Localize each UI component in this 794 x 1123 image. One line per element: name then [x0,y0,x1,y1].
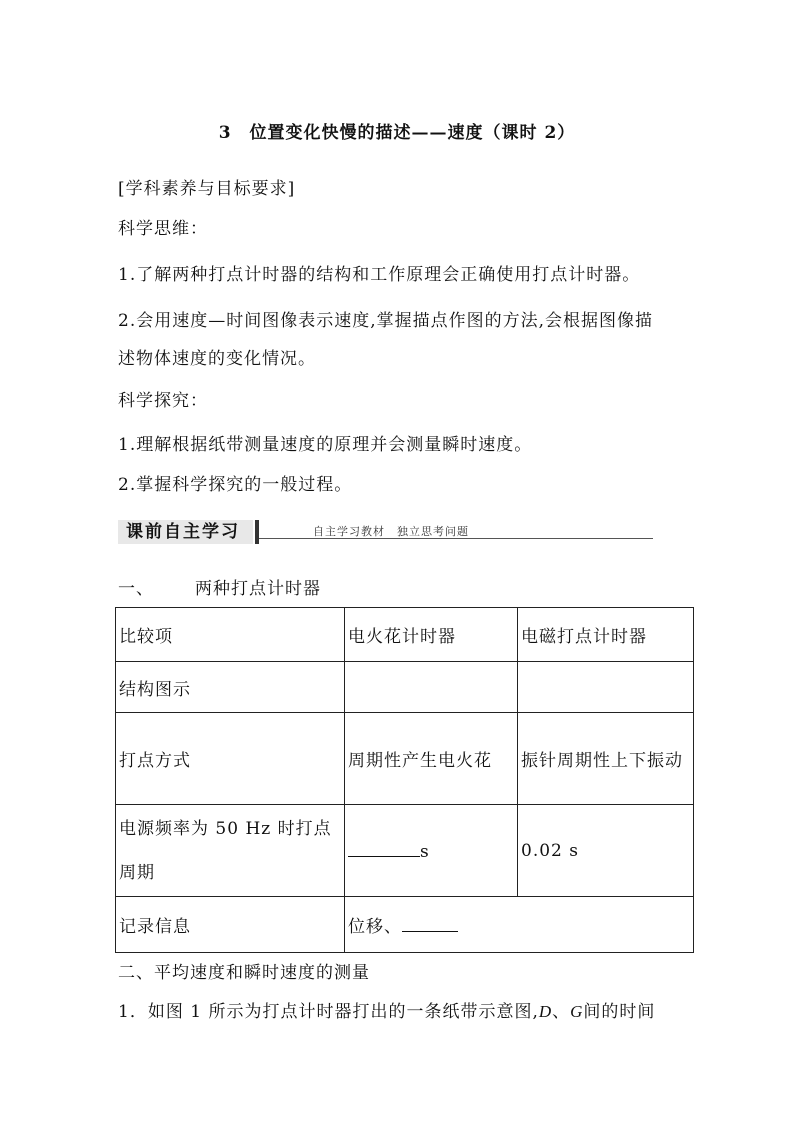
thinking-item-2-line-1: 2.会用速度—时间图像表示速度,掌握描点作图的方法,会根据图像描 [118,311,654,331]
thinking-label: 科学思维： [118,219,208,239]
table-cell [518,662,694,713]
banner-divider [255,520,259,544]
banner-label: 课前自主学习 [118,520,253,544]
table-header-row [116,608,694,662]
thinking-item-2-line-2: 述物体速度的变化情况。 [118,349,316,369]
table-row [116,805,694,897]
paragraph-1-suffix: 间的时间 [583,1002,656,1022]
table-cell: 结构图示 [116,662,345,713]
comparison-table [115,607,694,953]
answer-blank [402,915,458,932]
inquiry-label: 科学探究： [118,391,208,411]
thinking-item-1: 1.了解两种打点计时器的结构和工作原理会正确使用打点计时器。 [118,265,641,285]
table-cell-blank [345,897,694,953]
variable-g: G [570,1002,584,1021]
table-cell: 振针周期性上下振动 [518,713,694,805]
section-1-number: 一、 [118,579,154,599]
table-row [116,662,694,713]
section-1-title: 两种打点计时器 [195,579,321,599]
table-cell-blank [345,805,518,897]
objectives-heading: [学科素养与目标要求] [118,179,296,199]
table-row [116,897,694,953]
table-cell: 打点方式 [116,713,345,805]
section-2-title: 二、平均速度和瞬时速度的测量 [118,963,370,983]
page-title: 3 位置变化快慢的描述——速度（课时 2） [218,123,576,143]
table-row [116,713,694,805]
separator: 、 [552,1002,571,1022]
paragraph-1-text: 1．如图 1 所示为打点计时器打出的一条纸带示意图, [118,1002,539,1022]
section-banner [118,518,653,546]
table-header-cell: 电火花计时器 [345,608,518,662]
banner-subtitle: 自主学习教材 独立思考问题 [313,525,469,538]
table-header-cell: 电磁打点计时器 [518,608,694,662]
variable-d: D [538,1002,553,1021]
table-cell: 周期性产生电火花 [345,713,518,805]
inquiry-item-1: 1.理解根据纸带测量速度的原理并会测量瞬时速度。 [118,435,533,455]
paragraph-1 [118,1001,655,1023]
table-cell: 记录信息 [116,897,345,953]
table-header-cell: 比较项 [116,608,345,662]
inquiry-item-2: 2.掌握科学探究的一般过程。 [118,475,353,495]
table-cell: 0.02 s [518,805,694,897]
table-cell: 电源频率为 50 Hz 时打点周期 [116,805,345,897]
answer-blank [348,840,420,857]
table-cell [345,662,518,713]
record-info-text: 位移、 [348,917,402,937]
unit-label: s [420,841,430,862]
